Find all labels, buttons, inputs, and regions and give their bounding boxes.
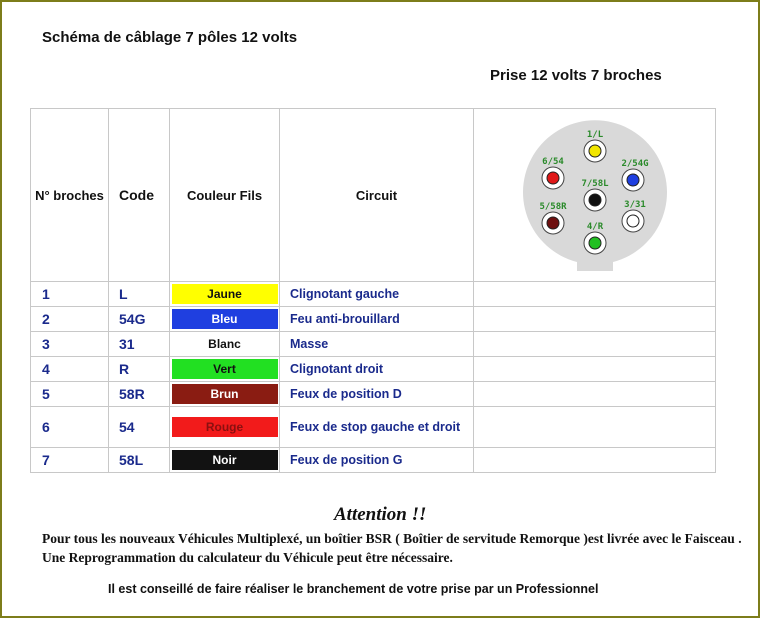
table-row: [31, 307, 716, 332]
table-row: [31, 448, 716, 473]
header-circuit: Circuit: [280, 109, 474, 282]
pin-code: 58L: [109, 448, 170, 473]
pin-number: 1: [31, 282, 109, 307]
empty-cell: [474, 282, 716, 307]
circuit-description: Feux de stop gauche et droit: [280, 407, 474, 448]
circuit-description: Feux de position G: [280, 448, 474, 473]
wire-color-cell: [170, 448, 280, 473]
wire-color-swatch: Jaune: [172, 284, 278, 304]
empty-cell: [474, 407, 716, 448]
wire-color-swatch: Noir: [172, 450, 278, 470]
pin-label: 1/L: [586, 130, 603, 140]
wire-color-swatch: Brun: [172, 384, 278, 404]
pin-number: 3: [31, 332, 109, 357]
advice-text: Il est conseillé de faire réaliser le branchement de votre prise par un Professionnel: [108, 582, 599, 596]
pin-number: 6: [31, 407, 109, 448]
pin-code: 58R: [109, 382, 170, 407]
pin-code: R: [109, 357, 170, 382]
table-row: [31, 382, 716, 407]
wire-color-swatch: Bleu: [172, 309, 278, 329]
wire-color-cell: [170, 307, 280, 332]
circuit-description: Feu anti-brouillard: [280, 307, 474, 332]
attention-heading: Attention !!: [334, 504, 427, 525]
table-row: [31, 282, 716, 307]
connector-title: Prise 12 volts 7 broches: [490, 67, 662, 84]
pin-number: 5: [31, 382, 109, 407]
wire-color-cell: [170, 282, 280, 307]
table-row: [31, 407, 716, 448]
wire-color-cell: [170, 407, 280, 448]
connector-diagram: [505, 115, 685, 275]
circuit-description: Clignotant droit: [280, 357, 474, 382]
wire-color-swatch: Rouge: [172, 417, 278, 437]
pin-label: 6/54: [541, 157, 564, 167]
connector-pin: [622, 200, 646, 232]
pin-code: 54: [109, 407, 170, 448]
table-row: [31, 332, 716, 357]
pin-number: 4: [31, 357, 109, 382]
circuit-description: Feux de position D: [280, 382, 474, 407]
pin-label: 7/58L: [580, 179, 609, 189]
wire-color-cell: [170, 332, 280, 357]
pin-code: 54G: [109, 307, 170, 332]
notice-text: Pour tous les nouveaux Véhicules Multiplexé, un boîtier BSR ( Boîtier de servitude Remorque )est livrée avec le Faisceau . Une Reprogrammation du calculateur du Véhicule peut être nécessaire.: [42, 531, 742, 565]
pin-number: 7: [31, 448, 109, 473]
header-color: Couleur Fils: [170, 109, 280, 282]
connector-pin: [584, 222, 606, 254]
pin-code: L: [109, 282, 170, 307]
wire-color-swatch: Vert: [172, 359, 278, 379]
wire-color-cell: [170, 357, 280, 382]
table-row: [31, 357, 716, 382]
table-body: [31, 282, 716, 473]
pin-code: 31: [109, 332, 170, 357]
circuit-description: Masse: [280, 332, 474, 357]
empty-cell: [474, 332, 716, 357]
header-num: N° broches: [31, 109, 109, 282]
pin-number: 2: [31, 307, 109, 332]
connector-pin: [542, 157, 564, 189]
pin-label: 5/58R: [538, 202, 567, 212]
empty-cell: [474, 382, 716, 407]
connector-pin: [584, 130, 606, 162]
pin-label: 3/31: [623, 200, 646, 210]
empty-cell: [474, 448, 716, 473]
pin-label: 4/R: [586, 222, 603, 232]
circuit-description: Clignotant gauche: [280, 282, 474, 307]
wire-color-swatch: Blanc: [172, 334, 278, 354]
empty-cell: [474, 307, 716, 332]
table-header-row: [31, 109, 716, 282]
empty-cell: [474, 357, 716, 382]
header-code: Code: [109, 109, 170, 282]
page-title: Schéma de câblage 7 pôles 12 volts: [42, 29, 298, 46]
wire-color-cell: [170, 382, 280, 407]
pin-label: 2/54G: [620, 159, 649, 169]
connector-cell: [474, 109, 716, 282]
wiring-table: [30, 108, 716, 473]
